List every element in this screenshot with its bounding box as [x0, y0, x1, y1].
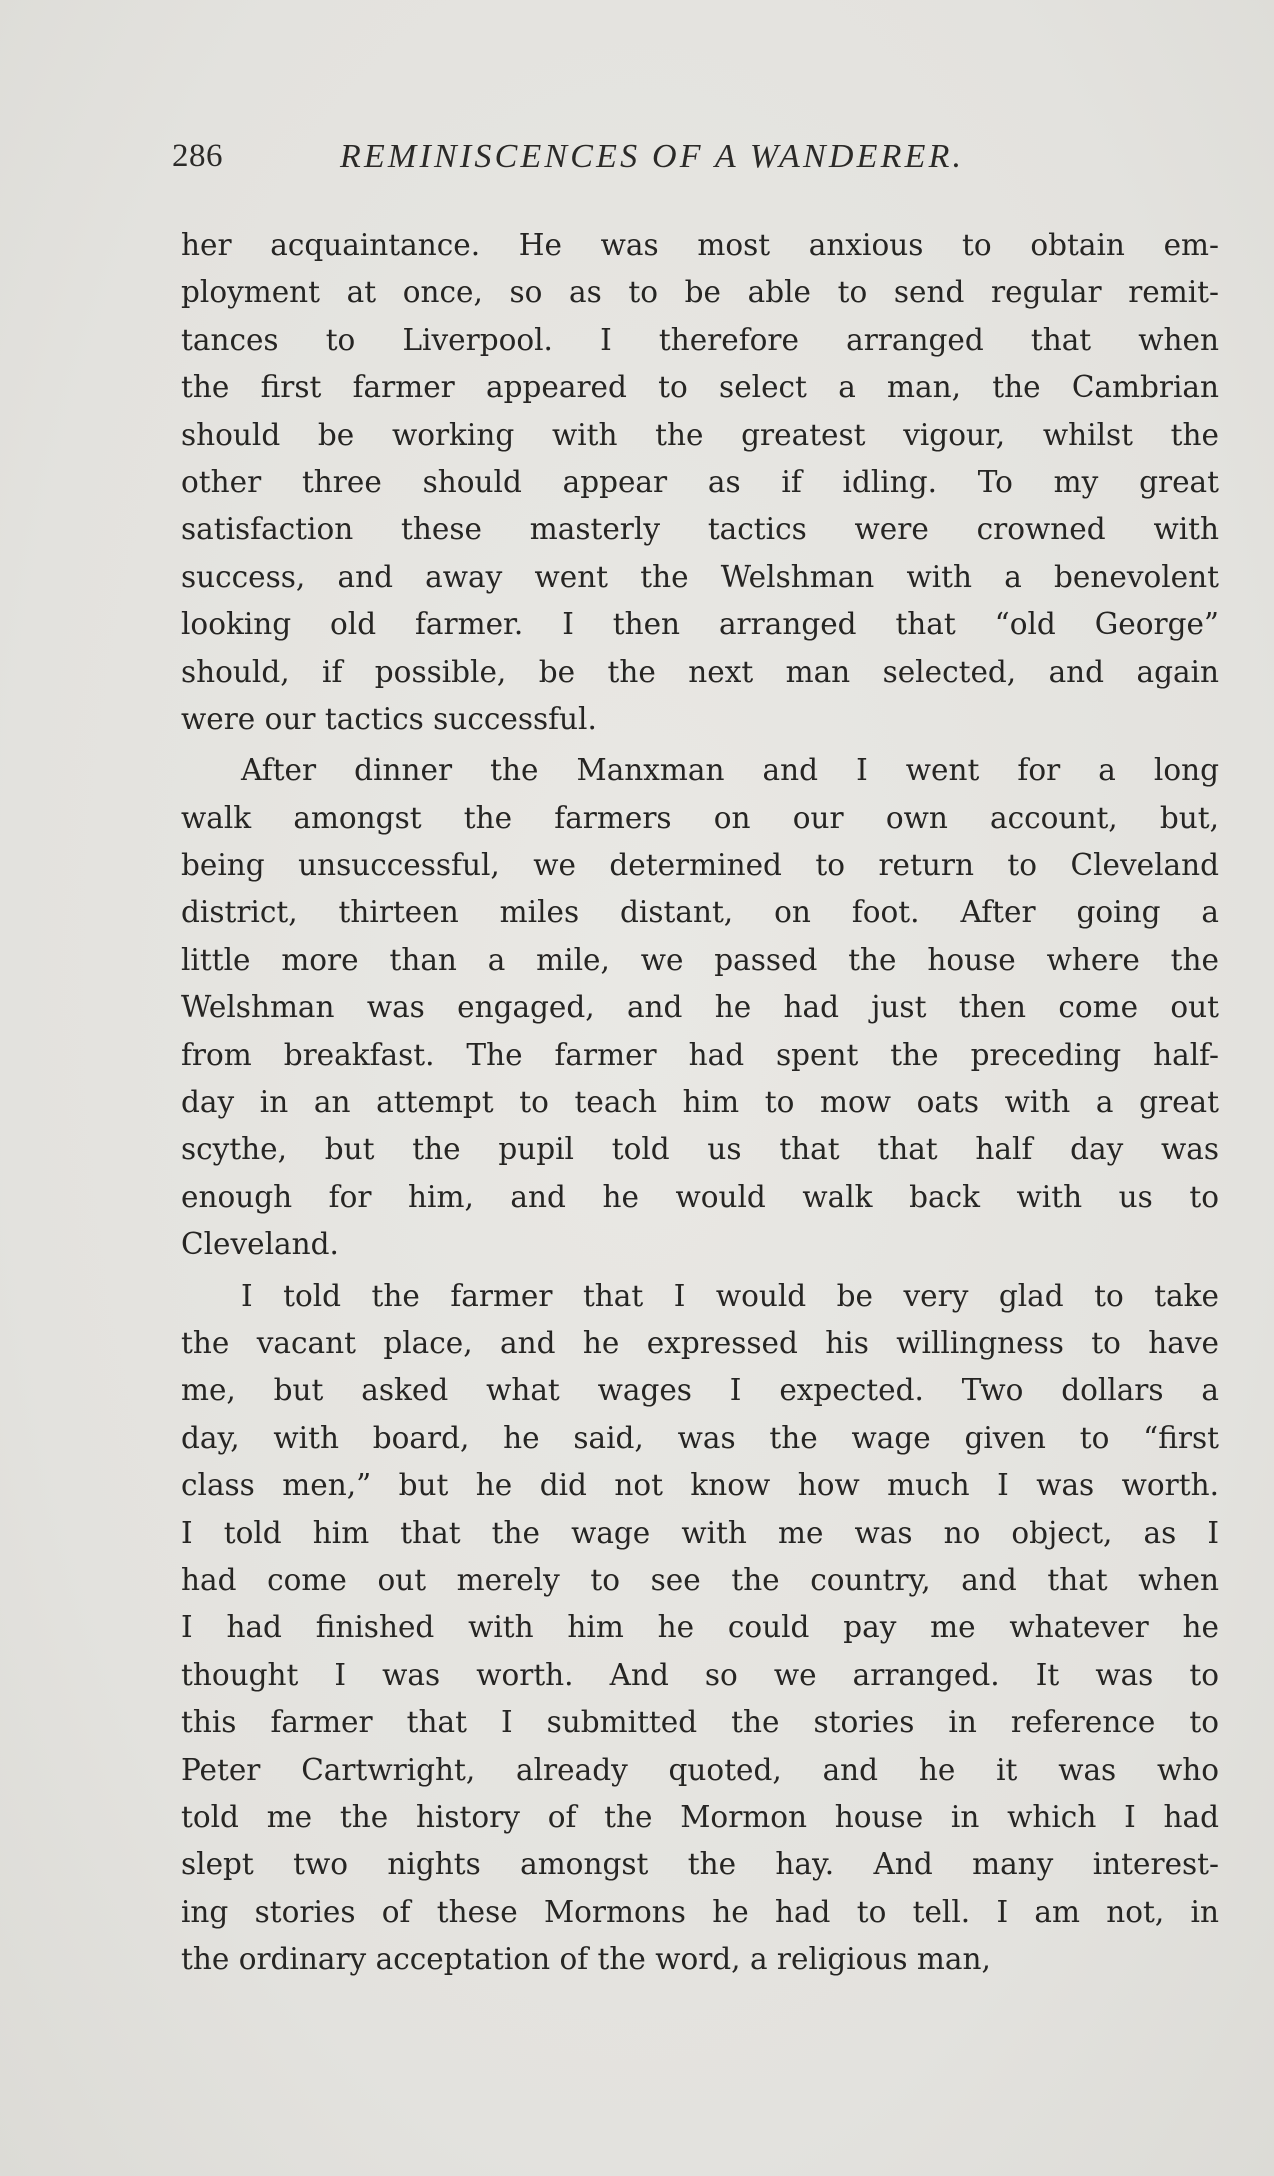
- text-line: ing stories of these Mormons he had to tell. I am not, in: [181, 1894, 1219, 1929]
- text-line: slept two nights amongst the hay. And many interest-: [181, 1847, 1219, 1882]
- text-line: tances to Liverpool. I therefore arranged that when: [181, 322, 1219, 357]
- text-line: looking old farmer. I then arranged that “old George”: [181, 607, 1219, 642]
- text-line: scythe, but the pupil told us that that half day was: [181, 1132, 1219, 1167]
- text-line: Welshman was engaged, and he had just then come out: [181, 990, 1219, 1025]
- text-line: the first farmer appeared to select a man, the Cambrian: [181, 370, 1219, 405]
- text-line: told me the history of the Mormon house in which I had: [181, 1799, 1219, 1834]
- text-line: I told the farmer that I would be very glad to take: [241, 1278, 1219, 1313]
- text-line: this farmer that I submitted the stories in reference to: [181, 1705, 1219, 1740]
- text-line: the ordinary acceptation of the word, a religious man,: [181, 1942, 991, 1977]
- text-line: should, if possible, be the next man selected, and again: [181, 654, 1219, 689]
- body-text: [181, 222, 1219, 1983]
- text-line: district, thirteen miles distant, on foot. After going a: [181, 895, 1219, 930]
- text-line: After dinner the Manxman and I went for a long: [241, 753, 1219, 788]
- text-line: should be working with the greatest vigour, whilst the: [181, 417, 1219, 452]
- text-line: class men,” but he did not know how much I was worth.: [181, 1468, 1219, 1503]
- text-line: day in an attempt to teach him to mow oats with a great: [181, 1085, 1219, 1120]
- text-line: being unsuccessful, we determined to return to Cleveland: [181, 848, 1219, 883]
- text-line: enough for him, and he would walk back with us to: [181, 1179, 1219, 1214]
- paragraph: [181, 222, 1219, 743]
- text-line: little more than a mile, we passed the house where the: [181, 942, 1219, 977]
- text-line: other three should appear as if idling. To my great: [181, 464, 1219, 499]
- paragraph: [181, 747, 1219, 1268]
- text-line: Cleveland.: [181, 1227, 339, 1262]
- text-line: her acquaintance. He was most anxious to obtain em-: [181, 228, 1219, 262]
- page-number: 286: [172, 138, 223, 174]
- text-line: day, with board, he said, was the wage given to “first: [181, 1420, 1219, 1455]
- paragraph: [181, 1273, 1219, 1984]
- page-header: [172, 138, 1092, 188]
- text-line: satisfaction these masterly tactics were crowned with: [181, 512, 1219, 547]
- text-line: walk amongst the farmers on our own account, but,: [181, 800, 1219, 835]
- text-line: from breakfast. The farmer had spent the preceding half-: [181, 1037, 1219, 1072]
- text-line: thought I was worth. And so we arranged. It was to: [181, 1657, 1219, 1692]
- text-line: Peter Cartwright, already quoted, and he it was who: [181, 1752, 1219, 1787]
- text-line: had come out merely to see the country, and that when: [181, 1562, 1219, 1597]
- text-line: I had finished with him he could pay me whatever he: [181, 1610, 1219, 1645]
- text-line: success, and away went the Welshman with a benevolent: [181, 559, 1219, 594]
- text-line: were our tactics successful.: [181, 701, 597, 736]
- text-line: me, but asked what wages I expected. Two dollars a: [181, 1373, 1219, 1408]
- text-line: I told him that the wage with me was no object, as I: [181, 1515, 1219, 1550]
- running-title: REMINISCENCES OF A WANDERER.: [340, 138, 965, 175]
- text-line: the vacant place, and he expressed his willingness to have: [181, 1325, 1219, 1360]
- text-line: ployment at once, so as to be able to send regular remit-: [181, 275, 1219, 310]
